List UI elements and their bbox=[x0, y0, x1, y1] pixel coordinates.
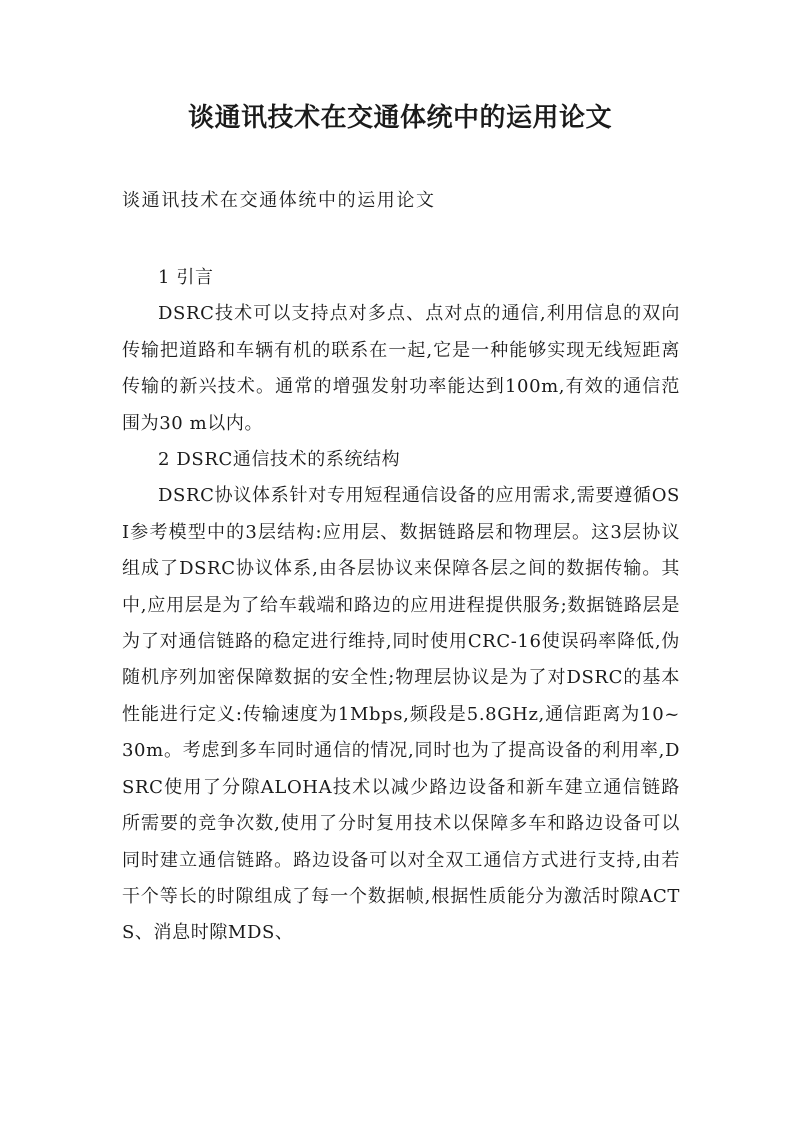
document-subtitle: 谈通讯技术在交通体统中的运用论文 bbox=[122, 190, 436, 211]
document-title: 谈通讯技术在交通体统中的运用论文 bbox=[187, 103, 612, 133]
paragraph-introduction: DSRC技术可以支持点对多点、点对点的通信,利用信息的双向传输把道路和车辆有机的联系在一起,它是一种能够实现无线短距离传输的新兴技术。通常的增强发射功率能达到100m,有效的通信范围为30 m以内。 bbox=[122, 303, 680, 434]
section-heading-introduction: 1 引言 bbox=[158, 267, 214, 288]
section-heading-dsrc-structure: 2 DSRC通信技术的系统结构 bbox=[158, 449, 401, 471]
paragraph-dsrc-structure: DSRC协议体系针对专用短程通信设备的应用需求,需要遵循OSI参考模型中的3层结构:应用层、数据链路层和物理层。这3层协议组成了DSRC协议体系,由各层协议来保障各层之间的数据传输。其中,应用层是为了给车载端和路边的应用进程提供服务;数据链路层是为了对通信链路的稳定进行维持,同时使用CRC-16使误码率降低,伪随机序列加密保障数据的安全性;物理层协议是为了对DSRC的基本性能进行定义:传输速度为1Mbps,频段是5.8GHz,通信距离为10~30m。考虑到多车同时通信的情况,同时也为了提高设备的利用率,DSRC使用了分隙ALOHA技术以减少路边设备和新车建立通信链路所需要的竞争次数,使用了分时复用技术以保障多车和路边设备可以同时建立通信链路。路边设备可以对全双工通信方式进行支持,由若干个等长的时隙组成了每一个数据帧,根据性质能分为激活时隙ACTS、消息时隙MDS、 bbox=[122, 485, 680, 944]
document-body bbox=[122, 260, 680, 952]
